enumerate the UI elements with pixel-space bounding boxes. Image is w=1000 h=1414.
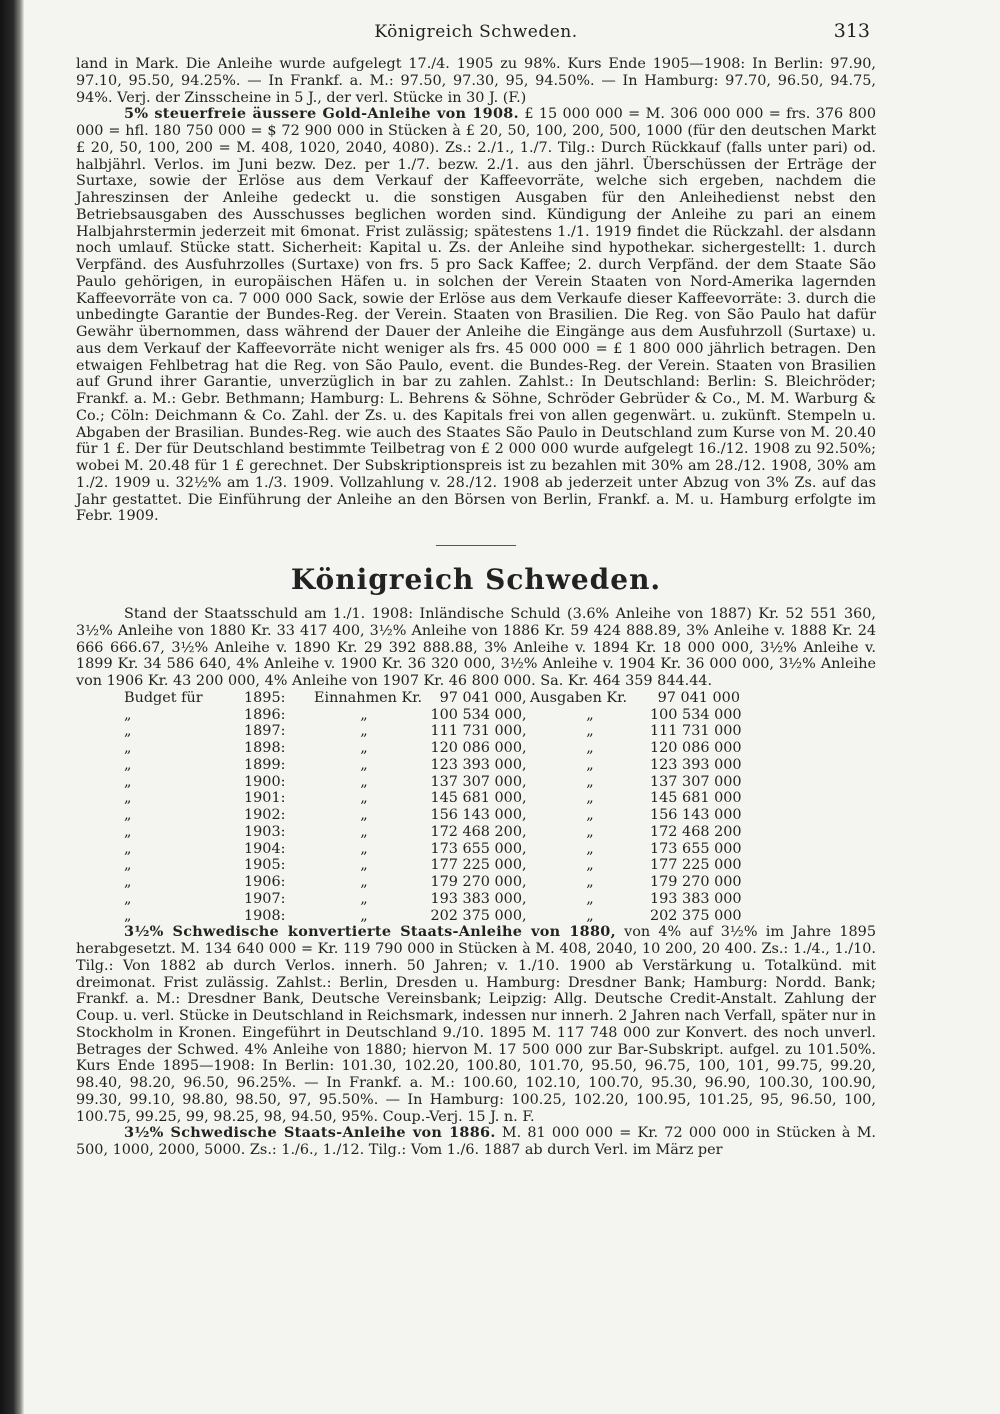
budget-year: 1898: xyxy=(244,740,286,756)
loan-1908-body: £ 15 000 000 = M. 306 000 000 = frs. 376 800 000 = hfl. 180 750 000 = $ 72 900 000 in Stücken à £ 20, 50, 100, 200, 500, 1000 (für den deutschen Markt £ 20, 50, 100, 200 = M. 408, 1020, 2040, 4080). Zs.: 2./1., 1./7. Tilg.: Durch Rückkauf (falls unter pari) od. halbjährl. Verlos. im Juni bezw. Dez. per 1./7. bezw. 2./1. aus den jährl. Überschüssen der Erträge der Surtaxe, sowie der Erlöse aus dem Verkauf der Kaffeevorräte, welche sich ergeben, nachdem die Jahreszinsen der Anleihe gedeckt u. die sonstigen Ausgaben für den Anleihedienst nebst den Betriebsausgaben des Ausschusses beglichen worden sind. Kündigung der Anleihe zu pari an einem Halbjahrstermin jederzeit mit 6monat. Frist zulässig; spätestens 1./1. 1919 findet die Rückzahl. der alsdann noch umlauf. Stücke statt. Sicherheit: Kapital u. Zs. der Anleihe sind hypothekar. sichergestellt: 1. durch Verpfänd. des Ausfuhrzolles (Surtaxe) von frs. 5 pro Sack Kaffee; 2. durch Verpfänd. der dem Staate São Paulo gehörigen, in europäischen Häfen u. in solchen der Verein Staaten von Nord-Amerika lagernden Kaffeevorräte von ca. 7 000 000 Sack, sowie der Erlöse aus dem Verkaufe dieser Kaffeevorräte: 3. durch die unbedingte Garantie der Bundes-Reg. der Verein. Staaten von Brasilien. Die Reg. von São Paulo hat dafür Gewähr übernommen, dass während der Dauer der Anleihe die Eingänge aus dem Ausfuhrzoll (Surtaxe) u. aus dem Verkauf der Kaffeevorräte nicht weniger als frs. 45 000 000 = £ 1 800 000 jährlich betragen. Den etwaigen Fehlbetrag hat die Reg. von São Paulo, event. die Bundes-Reg. der Verein. Staaten von Brasilien auf Grund ihrer Garantie, unverzüglich in bar zu zahlen. Zahlst.: In Deutschland: Berlin: S. Bleichröder; Frankf. a. M.: Gebr. Bethmann; Hamburg: L. Behrens & Söhne, Schröder Gebrüder & Co., M. M. Warburg & Co.; Cöln: Deichmann & Co. Zahl. der Zs. u. des Kapitals frei von allen gegenwärt. u. zukünft. Stempeln u. Abgaben der Brasilian. Bundes-Reg. wie auch des Staates São Paulo in Deutschland zum Kurse von M. 20.40 für 1 £. Der für Deutschland bestimmte Teilbetrag von £ 2 000 000 wurde aufgelegt 16./12. 1908 zu 92.50%; wobei M. 20.48 für 1 £ gerechnet. Der Subskriptionspreis ist zu bezahlen mit 30% am 28./12. 1908, 30% am 1./2. 1909 u. 32½% am 1./3. 1909. Vollzahlung v. 28./12. 1908 ab jederzeit unter Abzug von 3% Zs. auf das Jahr gestattet. Die Einführung der Anleihe an den Börsen von Berlin, Frankf. a. M. u. Hamburg erfolgte im Febr. 1909. xyxy=(76,106,876,525)
budget-ditto-expense: „ xyxy=(586,706,594,723)
budget-separator: , xyxy=(522,840,527,857)
budget-row xyxy=(76,757,876,774)
paragraph-loan-1908 xyxy=(76,106,876,525)
budget-ditto-label: „ xyxy=(124,857,132,874)
budget-ditto-label: „ xyxy=(124,773,132,790)
budget-row xyxy=(76,740,876,757)
budget-year: 1896: xyxy=(244,706,286,723)
budget-separator: , xyxy=(522,807,527,823)
budget-ditto-income: „ xyxy=(360,823,368,840)
budget-row xyxy=(76,824,876,841)
budget-ditto-income: „ xyxy=(360,773,368,790)
budget-expense-value: 100 534 000 xyxy=(650,706,742,723)
budget-year: 1908: xyxy=(244,907,286,924)
budget-year: 1902: xyxy=(244,807,286,823)
budget-separator: , xyxy=(522,740,527,756)
budget-separator: , xyxy=(522,756,527,773)
budget-ditto-label: „ xyxy=(124,740,132,756)
budget-expense-value: 172 468 200 xyxy=(650,823,742,840)
budget-expense-value: 137 307 000 xyxy=(650,773,742,790)
budget-year: 1905: xyxy=(244,857,286,874)
budget-ditto-expense: „ xyxy=(586,857,594,874)
budget-income-value: 173 655 000 xyxy=(430,840,522,857)
budget-income-value: 137 307 000 xyxy=(430,773,522,790)
budget-income-value: 111 731 000 xyxy=(430,723,522,740)
budget-separator: , xyxy=(522,823,527,840)
section-title: Königreich Schweden. xyxy=(290,563,662,596)
budget-income-value: 120 086 000 xyxy=(430,740,522,756)
budget-ditto-expense: „ xyxy=(586,740,594,756)
budget-row xyxy=(76,807,876,824)
budget-row xyxy=(76,723,876,740)
budget-income-value: 100 534 000 xyxy=(430,706,522,723)
budget-ditto-label: „ xyxy=(124,790,132,807)
paragraph-loan-1880 xyxy=(76,924,876,1125)
budget-table xyxy=(76,690,876,925)
budget-expense-value: 179 270 000 xyxy=(650,874,742,890)
budget-row xyxy=(76,707,876,724)
budget-expense-value: 193 383 000 xyxy=(650,890,742,907)
budget-income-label: Einnahmen Kr. xyxy=(314,689,423,706)
loan-1908-heading: 5% steuerfreie äussere Gold-Anleihe von 1908. xyxy=(124,105,519,123)
budget-year: 1899: xyxy=(244,756,286,773)
budget-ditto-label: „ xyxy=(124,840,132,857)
paragraph-loan-1886 xyxy=(76,1125,876,1159)
budget-year: 1900: xyxy=(244,773,286,790)
budget-ditto-expense: „ xyxy=(586,890,594,907)
budget-year: 1903: xyxy=(244,823,286,840)
budget-separator: , xyxy=(522,890,527,907)
debt-status-block xyxy=(76,606,876,690)
budget-income-value: 179 270 000 xyxy=(430,874,522,890)
budget-ditto-income: „ xyxy=(360,706,368,723)
budget-ditto-expense: „ xyxy=(586,840,594,857)
budget-income-value: 156 143 000 xyxy=(430,807,522,823)
budget-ditto-label: „ xyxy=(124,706,132,723)
loan-1886-body: M. 81 000 000 = Kr. 72 000 000 in Stücken à M. 500, 1000, 2000, 5000. Zs.: 1./6., 1./12. Tilg.: Vom 1./6. 1887 ab durch Verl. im März per xyxy=(76,1125,876,1158)
budget-row xyxy=(76,874,876,891)
budget-expense-value: 120 086 000 xyxy=(650,740,742,756)
budget-ditto-label: „ xyxy=(124,723,132,740)
budget-separator: , xyxy=(522,907,527,924)
budget-ditto-label: „ xyxy=(124,907,132,924)
budget-expense-value: 202 375 000 xyxy=(650,907,742,924)
budget-expense-value: 173 655 000 xyxy=(650,840,742,857)
page-header xyxy=(76,14,876,56)
budget-row xyxy=(76,690,876,707)
budget-year: 1906: xyxy=(244,874,286,890)
budget-row xyxy=(76,857,876,874)
page-number: 313 xyxy=(833,20,870,42)
budget-expense-value: 97 041 000 xyxy=(657,689,740,706)
budget-ditto-expense: „ xyxy=(586,823,594,840)
budget-separator: , xyxy=(522,857,527,874)
budget-expense-value: 177 225 000 xyxy=(650,857,742,874)
budget-row xyxy=(76,891,876,908)
budget-ditto-expense: „ xyxy=(586,907,594,924)
budget-income-value: 193 383 000 xyxy=(430,890,522,907)
budget-expense-label: Ausgaben Kr. xyxy=(530,689,628,706)
budget-separator: , xyxy=(522,706,527,723)
budget-year: 1907: xyxy=(244,890,286,907)
budget-row xyxy=(76,774,876,791)
budget-ditto-income: „ xyxy=(360,756,368,773)
budget-separator: , xyxy=(522,723,527,740)
budget-income-value: 177 225 000 xyxy=(430,857,522,874)
budget-ditto-income: „ xyxy=(360,807,368,823)
budget-expense-value: 156 143 000 xyxy=(650,807,742,823)
budget-income-value: 123 393 000 xyxy=(430,756,522,773)
budget-expense-value: 111 731 000 xyxy=(650,723,742,740)
budget-row xyxy=(76,908,876,925)
budget-ditto-label: „ xyxy=(124,890,132,907)
budget-separator: , xyxy=(522,874,527,890)
budget-separator: , xyxy=(522,790,527,807)
budget-ditto-income: „ xyxy=(360,890,368,907)
budget-separator: , xyxy=(522,773,527,790)
budget-income-value: 145 681 000 xyxy=(430,790,522,807)
budget-row xyxy=(76,790,876,807)
budget-ditto-label: „ xyxy=(124,756,132,773)
budget-ditto-label: „ xyxy=(124,823,132,840)
budget-ditto-income: „ xyxy=(360,840,368,857)
budget-year: 1897: xyxy=(244,723,286,740)
budget-ditto-income: „ xyxy=(360,874,368,890)
budget-ditto-expense: „ xyxy=(586,723,594,740)
loan-1886-heading: 3½% Schwedische Staats-Anleihe von 1886. xyxy=(124,1124,496,1142)
section-divider xyxy=(436,545,516,546)
budget-income-value: 172 468 200 xyxy=(430,823,522,840)
budget-income-value: 202 375 000 xyxy=(430,907,522,924)
budget-expense-value: 123 393 000 xyxy=(650,756,742,773)
budget-income-value: 97 041 000 xyxy=(439,689,522,706)
budget-row xyxy=(76,841,876,858)
budget-ditto-income: „ xyxy=(360,907,368,924)
budget-ditto-income: „ xyxy=(360,790,368,807)
loan-1880-body: von 4% auf 3½% im Jahre 1895 herabgesetzt. M. 134 640 000 = Kr. 119 790 000 in Stücken à M. 408, 2040, 10 200, 20 400. Zs.: 1./4., 1./10. Tilg.: Von 1882 ab durch Verlos. innerh. 50 Jahren; v. 1./10. 1900 ab Verstärkung u. Totalkünd. mit dreimonat. Frist zulässig. Zahlst.: Berlin, Dresden u. Hamburg: Dresdner Bank; Hamburg: Nordd. Bank; Frankf. a. M.: Dresdner Bank, Deutsche Vereinsbank; Leipzig: Allg. Deutsche Credit-Anstalt. Zahlung der Coup. u. verl. Stücke in Deutschland in Reichsmark, indessen nur innerh. 2 Jahren nach Verfall, später nur in Stockholm in Kronen. Eingeführt in Deutschland 9./10. 1895 M. 117 748 000 zur Konvert. des noch unverl. Betrages der Schwed. 4% Anleihe von 1880; hiervon M. 17 500 000 zur Bar-Subskript. aufgel. zu 101.50%. Kurs Ende 1895—1908: In Berlin: 101.30, 102.20, 100.80, 101.70, 95.50, 96.75, 100, 101, 99.75, 99.20, 98.40, 98.20, 96.50, 96.25%. — In Frankf. a. M.: 100.60, 102.10, 100.70, 95.30, 96.90, 100.30, 100.90, 99.30, 99.10, 98.80, 98.50, 97, 95.50%. — In Hamburg: 100.25, 102.20, 100.95, 101.25, 95, 96.50, 100, 100.75, 99.25, 99, 98.25, 98, 94.50, 95%. Coup.-Verj. 15 J. n. F. xyxy=(76,924,876,1125)
budget-ditto-income: „ xyxy=(360,723,368,740)
debt-status-paragraph: Stand der Staatsschuld am 1./1. 1908: Inländische Schuld (3.6% Anleihe von 1887) Kr. 52 551 360, 3½% Anleihe von 1880 Kr. 33 417 400, 3½% Anleihe von 1886 Kr. 59 424 888.89, 3% Anleihe v. 1888 Kr. 24 666 666.67, 3½% Anleihe v. 1890 Kr. 29 392 888.88, 3% Anleihe v. 1894 Kr. 18 000 000, 3½% Anleihe v. 1899 Kr. 34 586 640, 4% Anleihe v. 1900 Kr. 36 320 000, 3½% Anleihe v. 1904 Kr. 36 000 000, 3½% Anleihe von 1906 Kr. 43 200 000, 4% Anleihe von 1907 Kr. 46 800 000. Sa. Kr. 464 359 844.44. xyxy=(76,606,876,689)
loan-1880-heading: 3½% Schwedische konvertierte Staats-Anleihe von 1880, xyxy=(124,923,616,941)
budget-year: 1904: xyxy=(244,840,286,857)
budget-ditto-expense: „ xyxy=(586,807,594,823)
budget-ditto-expense: „ xyxy=(586,773,594,790)
budget-ditto-label: „ xyxy=(124,807,132,823)
budget-ditto-expense: „ xyxy=(586,874,594,890)
paragraph-1905-loan-tail: land in Mark. Die Anleihe wurde aufgelegt 17./4. 1905 zu 98%. Kurs Ende 1905—1908: In Berlin: 97.90, 97.10, 95.50, 94.25%. — In Frankf. a. M.: 97.50, 97.30, 95, 94.50%. — In Hamburg: 97.70, 96.50, 94.75, 94%. Verj. der Zinsscheine in 5 J., der verl. Stücke in 30 J. (F.) xyxy=(76,56,876,106)
budget-label: Budget für xyxy=(124,689,203,706)
budget-ditto-income: „ xyxy=(360,740,368,756)
document-page xyxy=(76,14,876,1159)
budget-ditto-income: „ xyxy=(360,857,368,874)
budget-year: 1895: xyxy=(244,689,286,706)
budget-separator: , xyxy=(522,689,527,706)
budget-year: 1901: xyxy=(244,790,286,807)
loans-section xyxy=(76,924,876,1159)
budget-ditto-label: „ xyxy=(124,874,132,890)
budget-expense-value: 145 681 000 xyxy=(650,790,742,807)
book-binding-edge xyxy=(0,0,24,1414)
budget-ditto-expense: „ xyxy=(586,790,594,807)
budget-ditto-expense: „ xyxy=(586,756,594,773)
running-title: Königreich Schweden. xyxy=(374,22,578,42)
body-text xyxy=(76,56,876,525)
